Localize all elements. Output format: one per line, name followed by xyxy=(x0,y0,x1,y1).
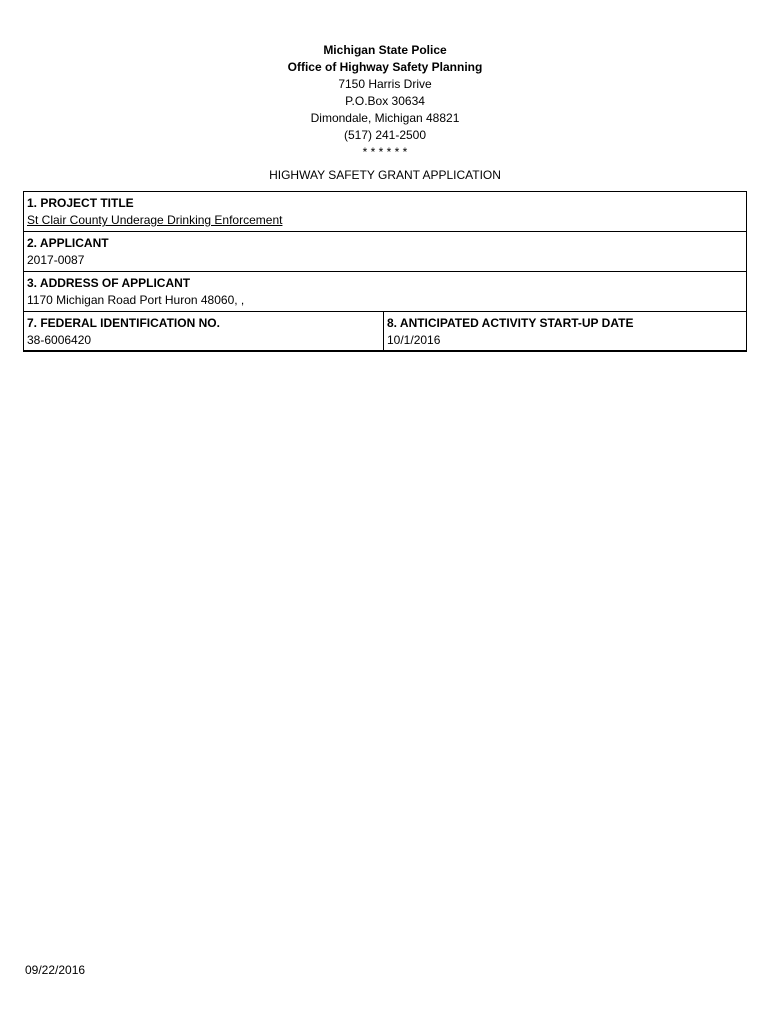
applicant-section xyxy=(24,231,746,271)
application-form xyxy=(23,191,747,352)
city-state-zip: Dimondale, Michigan 48821 xyxy=(310,111,460,125)
start-date-label: 8. ANTICIPATED ACTIVITY START-UP DATE xyxy=(387,316,634,330)
header-separator: * * * * * * xyxy=(362,145,408,159)
federal-id-cell xyxy=(24,312,384,350)
applicant-label: 2. APPLICANT xyxy=(27,236,109,250)
address-section xyxy=(24,271,746,311)
phone-number: (517) 241-2500 xyxy=(343,128,427,142)
office-name: Office of Highway Safety Planning xyxy=(287,60,483,74)
document-header xyxy=(0,42,770,184)
street-address: 7150 Harris Drive xyxy=(338,77,432,91)
applicant-value: 2017-0087 xyxy=(27,253,85,267)
form-title: HIGHWAY SAFETY GRANT APPLICATION xyxy=(269,168,501,182)
federal-id-label: 7. FEDERAL IDENTIFICATION NO. xyxy=(27,316,220,330)
address-label: 3. ADDRESS OF APPLICANT xyxy=(27,276,191,290)
project-title-label: 1. PROJECT TITLE xyxy=(27,196,134,210)
project-title-section xyxy=(24,191,746,231)
start-date-value: 10/1/2016 xyxy=(387,333,441,347)
po-box: P.O.Box 30634 xyxy=(345,94,425,108)
start-date-cell xyxy=(384,312,746,350)
project-title-value: St Clair County Underage Drinking Enforcement xyxy=(27,213,283,227)
agency-name: Michigan State Police xyxy=(323,43,447,57)
federal-id-value: 38-6006420 xyxy=(27,333,92,347)
id-date-row xyxy=(24,311,746,352)
footer-date: 09/22/2016 xyxy=(25,963,86,977)
address-value: 1170 Michigan Road Port Huron 48060, , xyxy=(27,293,245,307)
